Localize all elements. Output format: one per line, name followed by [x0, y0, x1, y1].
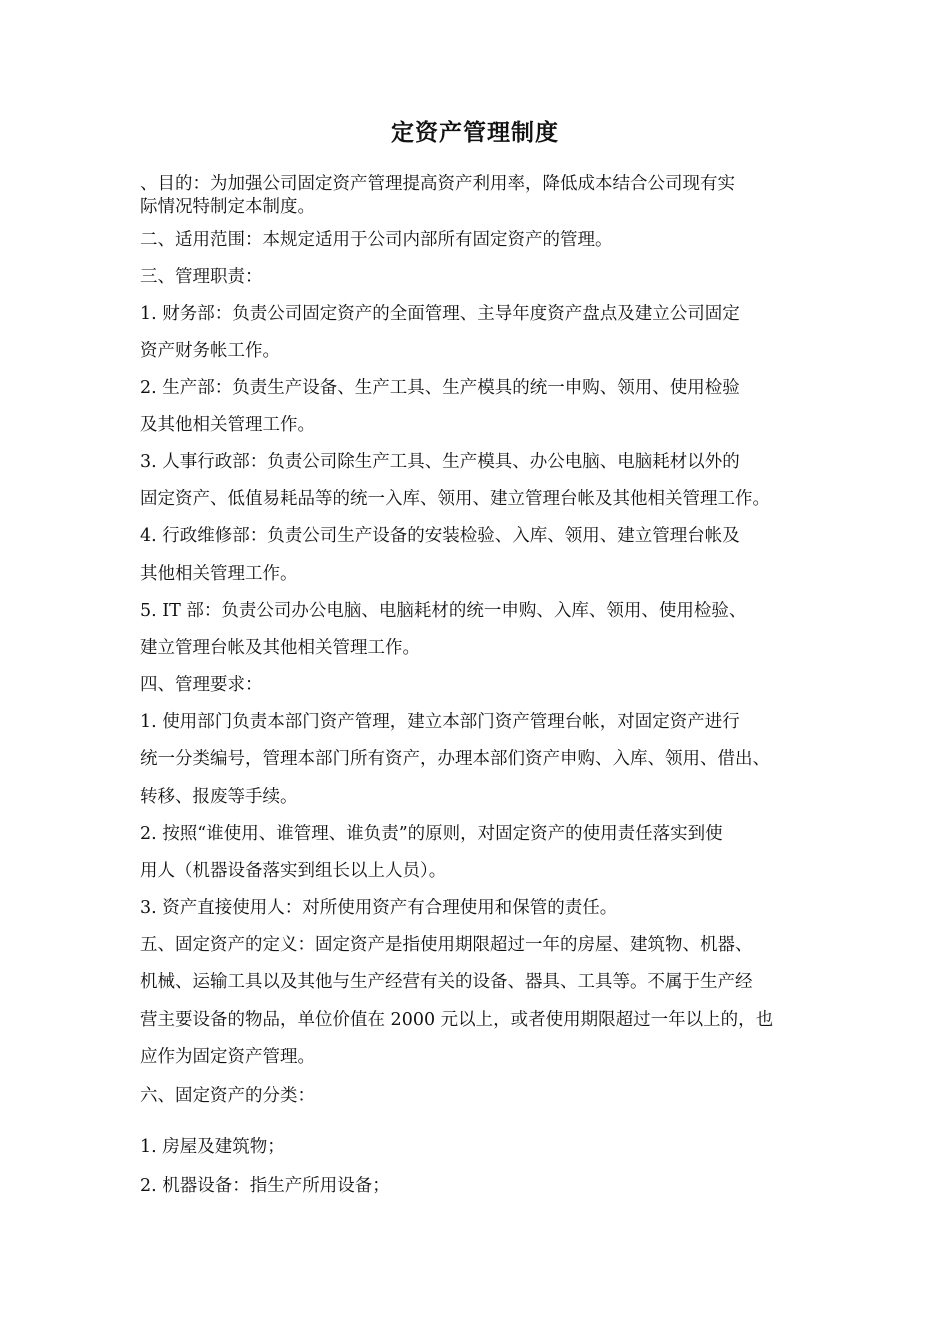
text-line: 转移、报废等手续。 — [140, 787, 298, 807]
text-line: 三、管理职责： — [140, 267, 263, 287]
text-line: 五、固定资产的定义：固定资产是指使用期限超过一年的房屋、建筑物、机器、 — [140, 935, 753, 955]
text-line: 3. 资产直接使用人：对所使用资产有合理使用和保管的责任。 — [140, 898, 618, 918]
text-line: 机械、运输工具以及其他与生产经营有关的设备、器具、工具等。不属于生产经 — [140, 972, 753, 992]
text-line: 统一分类编号，管理本部门所有资产，办理本部们资产申购、入库、领用、借出、 — [140, 749, 770, 769]
text-line: 2. 机器设备：指生产所用设备； — [140, 1176, 390, 1196]
text-line: 固定资产、低值易耗品等的统一入库、领用、建立管理台帐及其他相关管理工作。 — [140, 489, 770, 509]
text-line: 六、固定资产的分类： — [140, 1086, 315, 1106]
text-line: 1. 使用部门负责本部门资产管理，建立本部门资产管理台帐，对固定资产进行 — [140, 712, 740, 732]
text-line: 际情况特制定本制度。 — [140, 197, 315, 217]
text-line: 4. 行政维修部：负责公司生产设备的安装检验、入库、领用、建立管理台帐及 — [140, 526, 740, 546]
text-line: 四、管理要求： — [140, 675, 263, 695]
text-line: 应作为固定资产管理。 — [140, 1047, 315, 1067]
text-line: 2. 按照“谁使用、谁管理、谁负责”的原则，对固定资产的使用责任落实到使 — [140, 824, 723, 844]
text-line: 建立管理台帐及其他相关管理工作。 — [140, 638, 420, 658]
text-line: 资产财务帐工作。 — [140, 341, 280, 361]
text-line: 二、适用范围：本规定适用于公司内部所有固定资产的管理。 — [140, 230, 613, 250]
text-line: 1. 房屋及建筑物； — [140, 1137, 285, 1157]
text-line: 营主要设备的物品，单位价值在 2000 元以上，或者使用期限超过一年以上的，也 — [140, 1010, 774, 1030]
text-line: 、目的：为加强公司固定资产管理提高资产利用率，降低成本结合公司现有实 — [140, 174, 735, 194]
text-line: 其他相关管理工作。 — [140, 564, 298, 584]
page-title: 定资产管理制度 — [391, 120, 559, 146]
text-line: 用人（机器设备落实到组长以上人员）。 — [140, 861, 447, 881]
text-line: 5. IT 部：负责公司办公电脑、电脑耗材的统一申购、入库、领用、使用检验、 — [140, 601, 747, 621]
text-line: 3. 人事行政部：负责公司除生产工具、生产模具、办公电脑、电脑耗材以外的 — [140, 452, 740, 472]
text-line: 及其他相关管理工作。 — [140, 415, 315, 435]
text-line: 1. 财务部：负责公司固定资产的全面管理、主导年度资产盘点及建立公司固定 — [140, 304, 740, 324]
text-line: 2. 生产部：负责生产设备、生产工具、生产模具的统一申购、领用、使用检验 — [140, 378, 740, 398]
